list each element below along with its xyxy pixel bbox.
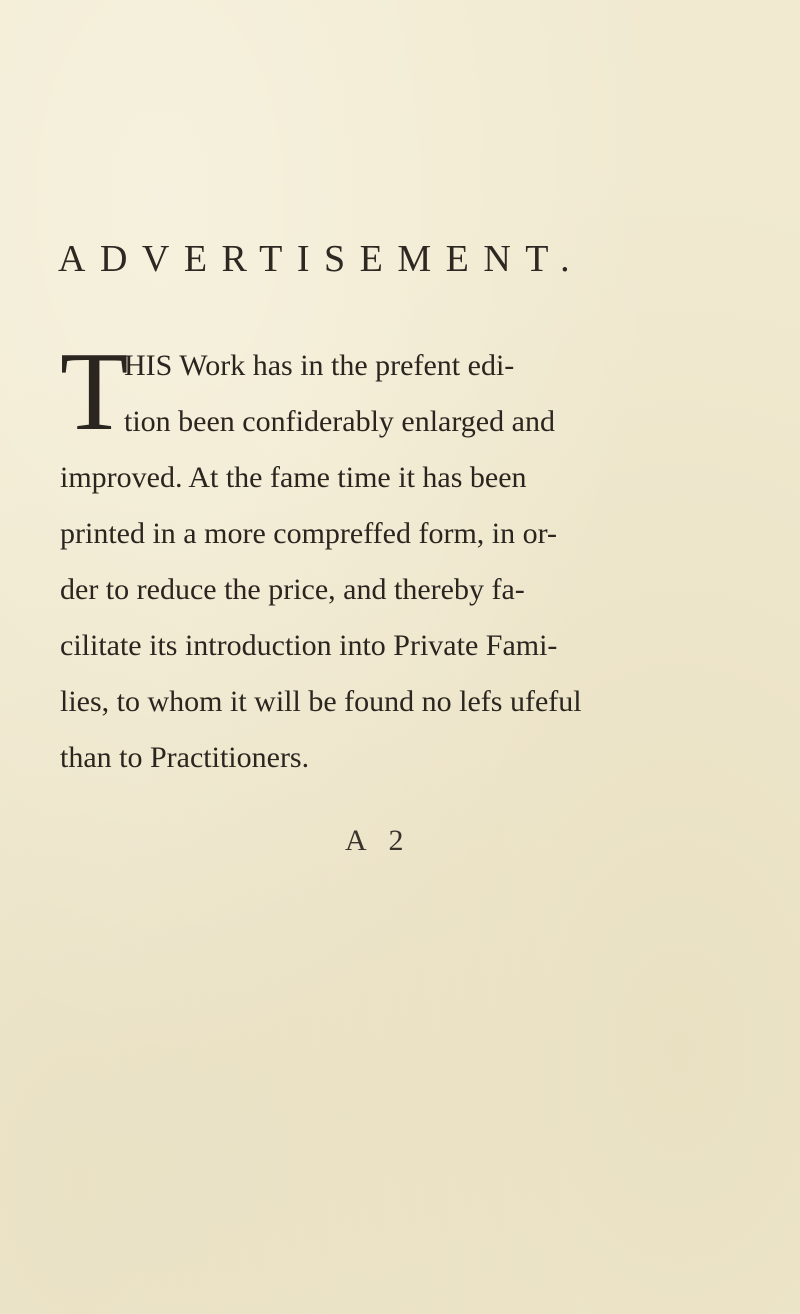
page-heading: ADVERTISEMENT.	[58, 238, 585, 280]
text-line: der to reduce the price, and thereby fa-	[60, 573, 525, 606]
text-line: HIS Work has in the prefent edi-	[124, 349, 515, 382]
text-line: than to Practitioners.	[60, 741, 310, 774]
signature-mark: A 2	[345, 824, 412, 857]
text-line: improved. At the fame time it has been	[60, 461, 527, 494]
text-line: cilitate its introduction into Private Fami-	[60, 629, 558, 662]
text-line: printed in a more compreffed form, in or-	[60, 517, 558, 550]
text-line: lies, to whom it will be found no lefs ufeful	[60, 685, 582, 718]
text-line: tion been confiderably enlarged and	[124, 405, 555, 438]
drop-cap: T	[60, 330, 129, 454]
advertisement-body	[60, 330, 730, 786]
